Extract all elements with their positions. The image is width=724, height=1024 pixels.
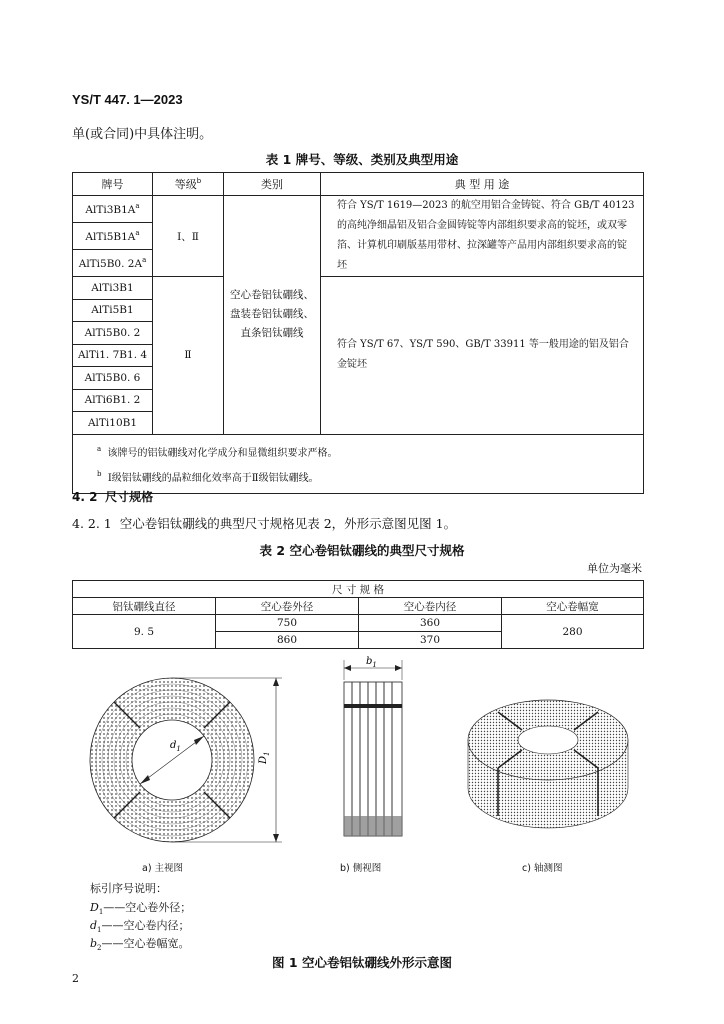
figure-label-a: a) 主视图 [142, 863, 184, 874]
grade-cell: AlTi5B0. 2 [73, 322, 153, 345]
th-category: 类别 [224, 173, 321, 196]
figure-side-view [330, 654, 414, 840]
level-group2: Ⅱ [153, 277, 224, 435]
diameter-value: 9. 5 [73, 615, 216, 649]
grade-cell: AlTi5B1 [73, 299, 153, 322]
grade-cell: AlTi3B1 [73, 277, 153, 300]
figure-front-view [82, 672, 294, 852]
note-b: $^b$ Ⅰ级铝钛硼线的晶粒细化效率高于Ⅱ级铝钛硼线。 [97, 469, 319, 484]
th-grade-name: 牌号 [73, 173, 153, 196]
outer-value: 750 [216, 615, 359, 632]
grade-cell: AlTi6B1. 2 [73, 389, 153, 412]
table2-group-header: 尺 寸 规 格 [73, 581, 644, 598]
table1-caption: 表 1 牌号、等级、类别及典型用途 [265, 152, 459, 167]
table1-notes [73, 434, 644, 493]
grade-cell: $AlTi5B1A^a$ [73, 223, 153, 250]
figure-axonometric-view [462, 688, 634, 836]
category-cell: 空心卷铝钛硼线、 盘装卷铝钛硼线、 直条铝钛硼线 [224, 196, 321, 435]
inner-value: 370 [359, 632, 502, 649]
level-group1: Ⅰ、Ⅱ [153, 196, 224, 277]
figure-legend-item: $d_1——$空心卷内径； [90, 919, 190, 935]
figure-legend-title: 标引序号说明： [90, 882, 167, 895]
figure-legend-item: $D_1——$空心卷外径； [90, 901, 192, 917]
th-level: 等级$^b$ [153, 173, 224, 196]
intro-line: 单(或合同)中具体注明。 [72, 127, 213, 142]
grade-cell: AlTi1. 7B1. 4 [73, 344, 153, 367]
d1-label: $d_1$ [170, 740, 181, 753]
th-outer: 空心卷外径 [216, 598, 359, 615]
table1 [72, 172, 644, 494]
inner-value: 360 [359, 615, 502, 632]
figure1-caption: 图 1 空心卷铝钛硼线外形示意图 [272, 955, 452, 970]
th-inner: 空心卷内径 [359, 598, 502, 615]
standard-number: YS/T 447. 1—2023 [72, 92, 183, 107]
D1-label: $D_1$ [258, 751, 271, 764]
th-width: 空心卷幅宽 [502, 598, 644, 615]
outer-value: 860 [216, 632, 359, 649]
width-value: 280 [502, 615, 644, 649]
section-4-2-1: 4. 2. 1 空心卷铝钛硼线的典型尺寸规格见表 2，外形示意图见图 1。 [72, 516, 457, 531]
note-a: $^a$ 该牌号的铝钛硼线对化学成分和显微组织要求严格。 [97, 444, 338, 459]
grade-cell: $AlTi3B1A^a$ [73, 196, 153, 223]
coil-3d-hole [518, 726, 578, 754]
grade-cell: AlTi10B1 [73, 412, 153, 435]
section-4-2-heading: 4. 2 尺寸规格 [72, 490, 154, 504]
th-usage: 典 型 用 途 [321, 173, 644, 196]
figure-legend-item: $b_2——$空心卷幅宽。 [90, 937, 190, 953]
usage-group1: 符合 YS/T 1619—2023 的航空用铝合金铸锭、符合 GB/T 40123 的高纯净细晶铝及铝合金圆铸锭等内部组织要求高的锭坯，或双零箔、计算机印刷版基用带材、拉深罐等产品用内部组织要求高的锭坯 [321, 196, 644, 277]
table2-unit: 单位为毫米 [587, 562, 642, 575]
usage-group2: 符合 YS/T 67、YS/T 590、GB/T 33911 等一般用途的铝及铝合金锭坯 [321, 277, 644, 435]
grade-cell: AlTi5B0. 6 [73, 367, 153, 390]
figure-label-b: b) 侧视图 [340, 863, 382, 874]
table2-caption: 表 2 空心卷铝钛硼线的典型尺寸规格 [259, 543, 465, 558]
page-number: 2 [72, 972, 79, 985]
th-diameter: 铝钛硼线直径 [73, 598, 216, 615]
b1-label: $b_1$ [366, 656, 377, 669]
figure-label-c: c) 轴测图 [522, 863, 563, 874]
table2 [72, 580, 644, 649]
grade-cell: AlTi5B0. $2A^a$ [73, 250, 153, 277]
